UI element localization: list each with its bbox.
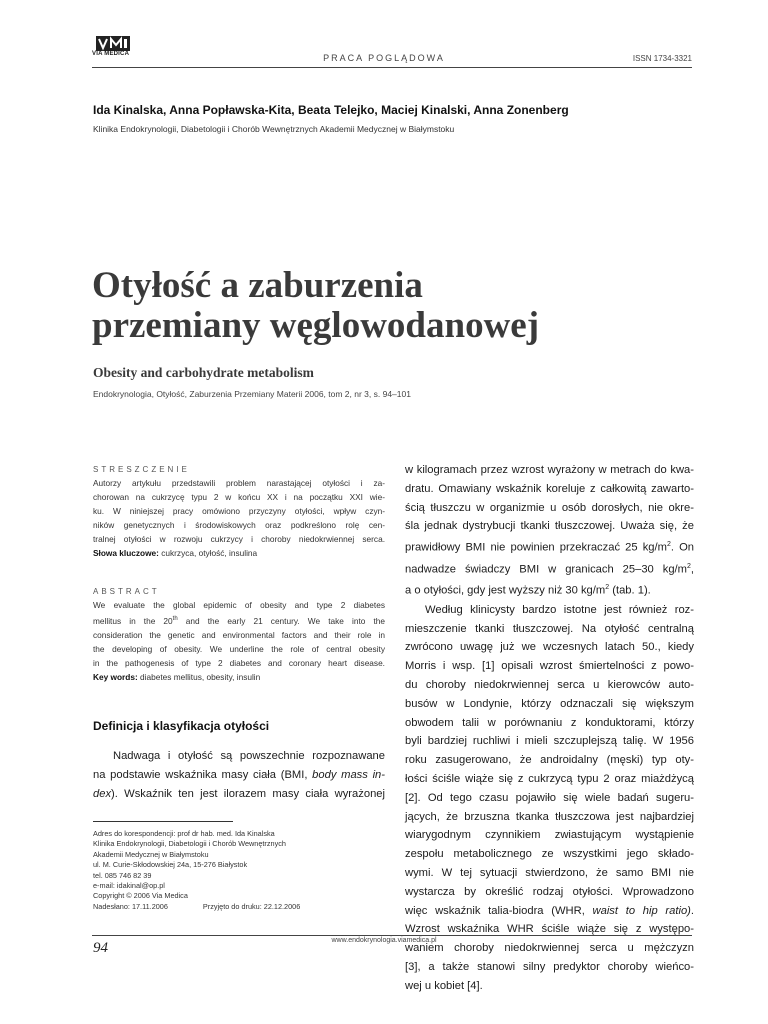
- body-line: jących, że brzuszna tkanka tłuszczowa jest najbardziej: [405, 810, 694, 823]
- body-line: [405, 902, 694, 921]
- body-line: wej u kobiet [4].: [405, 979, 483, 992]
- body-text-part: ,: [690, 563, 694, 576]
- abstract-line: [93, 612, 385, 628]
- issn: ISSN 1734-3321: [632, 54, 692, 63]
- footnote-line: ul. M. Curie-Skłodowskiej 24a, 15-276 Białystok: [93, 860, 248, 870]
- body-line: [93, 766, 385, 785]
- body-line: [2]. Od tego czasu pojawiło się wiele badań sugeru-: [405, 791, 694, 804]
- right-body-text: [405, 461, 694, 996]
- streszczenie-line: ników genetycznych i środowiskowych oraz podkreślono rolę cen-: [93, 520, 385, 531]
- body-line: roku zasugerowano, że androidalny (męski) typ oty-: [405, 754, 694, 767]
- accepted-date: Przyjęto do druku: 22.12.2006: [202, 901, 301, 911]
- body-text-part: ). Wskaźnik ten jest ilorazem masy ciała wyrażonej: [111, 787, 385, 800]
- article-title: [92, 266, 692, 346]
- body-line: dratu. Omawiany wskaźnik koreluje z całkowitą zawarto-: [405, 482, 694, 495]
- body-line: [405, 558, 694, 580]
- superscript: th: [172, 616, 178, 623]
- body-text-part: na podstawie wskaźnika masy ciała (BMI,: [93, 768, 313, 781]
- body-line: [405, 579, 694, 601]
- footnote-line: Adres do korespondencji: prof dr hab. med. Ida Kinalska: [93, 829, 275, 838]
- header-divider: [92, 67, 692, 68]
- superscript: 2: [605, 584, 610, 592]
- journal-url[interactable]: www.endokrynologia.viamedica.pl: [331, 937, 437, 944]
- section-heading: Definicja i klasyfikacja otyłości: [93, 719, 270, 733]
- streszczenie-line: tralnej otyłości w rozwoju cukrzycy i choroby niedokrwiennej serca.: [93, 534, 385, 545]
- abstract-label: ABSTRACT: [93, 587, 160, 596]
- body-line: łości ściśle wiąże się z cukrzycą typu 2 oraz miażdżycą: [405, 772, 694, 785]
- streszczenie-line: ku. W niniejszej pracy omówiono przyczyny otyłości, wpływ czyn-: [93, 506, 385, 517]
- body-text-part: nadwadze świadczy BMI w granicach 25–30 kg/m: [405, 563, 687, 576]
- abstract-text-part: mellitus in the 20: [93, 615, 173, 626]
- superscript: 2: [686, 562, 691, 570]
- body-line: śla jednak dystrybucji tkanki tłuszczowej. Uważa się, że: [405, 520, 694, 533]
- body-italic-part: body mass in-: [312, 768, 385, 781]
- body-text-part: więc wskaźnik talia-biodra (WHR,: [405, 904, 593, 917]
- body-line: w kilogramach przez wzrost wyrażony w metrach do kwa-: [405, 464, 694, 476]
- footnote-line: tel. 085 746 82 39: [93, 870, 152, 880]
- correspondence-footnote: [93, 829, 393, 912]
- superscript: 2: [666, 541, 671, 549]
- body-text-part: . On: [670, 541, 694, 554]
- abstract-line: We evaluate the global epidemic of obesity and type 2 diabetes: [93, 600, 385, 610]
- abstract-line: consideration the genetic and environmental factors and their role in: [93, 629, 385, 640]
- body-line: busów w Londynie, którzy odznaczali się większym: [405, 697, 694, 710]
- streszczenie-line: Autorzy artykułu przedstawili problem narastającej otyłości i za-: [93, 478, 385, 488]
- received-date: Nadesłano: 17.11.2006: [93, 901, 168, 911]
- abstract-keywords: [93, 670, 385, 684]
- streszczenie-label: STRESZCZENIE: [93, 465, 190, 474]
- body-line: zwrócono uwagę już we wczesnych latach 50., kiedy: [405, 641, 694, 654]
- body-text-part: .: [690, 904, 694, 917]
- english-title: Obesity and carbohydrate metabolism: [93, 365, 314, 380]
- body-line: waniem choroby niedokrwiennej serca u mężczyzn: [405, 942, 694, 955]
- streszczenie-keywords: [93, 546, 385, 560]
- keywords-label: Key words:: [93, 672, 138, 683]
- body-line: wystarcza by określić rodzaj otyłości. Wprowadzono: [405, 885, 694, 898]
- body-line: Według klinicysty bardzo istotne jest również roz-: [425, 603, 694, 616]
- logo-text: VIA MEDICA: [92, 51, 130, 57]
- footnote-line: Akademii Medycznej w Białymstoku: [93, 849, 209, 859]
- footnote-divider: [93, 821, 233, 822]
- body-line: byli bardziej ruchliwi i mieli szczuplejszą talię. W 1956: [405, 735, 694, 748]
- streszczenie-text: [93, 476, 385, 561]
- body-line: [405, 536, 694, 558]
- title-line-1: Otyłość a zaburzenia: [92, 265, 423, 306]
- footnote-dates: [93, 902, 393, 912]
- footnote-line: Copyright © 2006 Via Medica: [93, 891, 188, 901]
- body-line: ścią tłuszczu w organizmie u osób dorosłych, nie okre-: [405, 501, 694, 514]
- body-line: Nadwaga i otyłość są powszechnie rozpoznawane: [113, 750, 385, 762]
- abstract-line: in the pathogenesis of type 2 diabetes and coronary heart disease.: [93, 658, 385, 669]
- affiliation: Klinika Endokrynologii, Diabetologii i Chorób Wewnętrznych Akademii Medycznej w Białymstoku: [93, 124, 455, 134]
- title-line-2: przemiany węglowodanowej: [92, 305, 540, 346]
- footer-divider: [92, 935, 692, 936]
- body-line: wymi. W tej sytuacji stwierdzono, że samo BMI nie: [405, 866, 694, 879]
- body-line: mieszczenie tkanki tłuszczowej. Na otyłość centralną: [405, 622, 694, 635]
- body-line: wiarygodnym czynnikiem zwiastującym wystąpienie: [405, 829, 694, 842]
- streszczenie-line: chorowan na cukrzycę typu 2 w końcu XX i na początku XXI wie-: [93, 492, 385, 503]
- keywords-value: cukrzyca, otyłość, insulina: [161, 548, 258, 559]
- footnote-line: Klinika Endokrynologii, Diabetologii i Chorób Wewnętrznych: [93, 839, 286, 849]
- page-number: 94: [93, 940, 108, 956]
- abstract-text-part: and the early 21 century. We take into the: [177, 615, 386, 626]
- body-text-part: (tab. 1).: [609, 584, 651, 597]
- body-line: Wzrost wskaźnika WHR ściśle wiąże się z występo-: [405, 923, 694, 936]
- body-line: [3], a także stanowi silny predyktor choroby wieńco-: [405, 960, 694, 973]
- body-line: Morris i wsp. [1] opisali wzrost śmiertelności z powo-: [405, 660, 694, 673]
- body-line: obwodem talii w porównaniu z konduktorami, którzy: [405, 716, 694, 729]
- body-text-part: a o otyłości, gdy jest wyższy niż 30 kg/m: [405, 584, 606, 597]
- abstract-text: [93, 598, 385, 684]
- section-type: PRACA POGLĄDOWA: [323, 53, 445, 63]
- keywords-label: Słowa kluczowe:: [93, 548, 159, 559]
- body-line: [93, 785, 385, 804]
- citation: Endokrynologia, Otyłość, Zaburzenia Przemiany Materii 2006, tom 2, nr 3, s. 94–101: [93, 389, 411, 399]
- body-text-part: prawidłowy BMI nie powinien przekraczać 25 kg/m: [405, 541, 667, 554]
- abstract-section: [93, 587, 385, 684]
- keywords-value: diabetes mellitus, obesity, insulin: [140, 672, 261, 683]
- left-body-text: [93, 747, 385, 803]
- streszczenie-section: [93, 465, 385, 561]
- body-line: du choroby niedokrwiennej serca u kierowców auto-: [405, 678, 694, 691]
- via-medica-logo-icon: [96, 36, 130, 51]
- body-italic-part: waist to hip ratio): [592, 904, 691, 917]
- body-italic-part: dex: [93, 787, 112, 800]
- body-line: zespołu metabolicznego ze wszystkimi jego składo-: [405, 848, 694, 861]
- footnote-line: e-mail: idakinal@op.pl: [93, 881, 165, 891]
- authors: Ida Kinalska, Anna Popławska-Kita, Beata Telejko, Maciej Kinalski, Anna Zonenberg: [93, 103, 569, 117]
- abstract-line: the developing of obesity. We underline the role of central obesity: [93, 644, 385, 655]
